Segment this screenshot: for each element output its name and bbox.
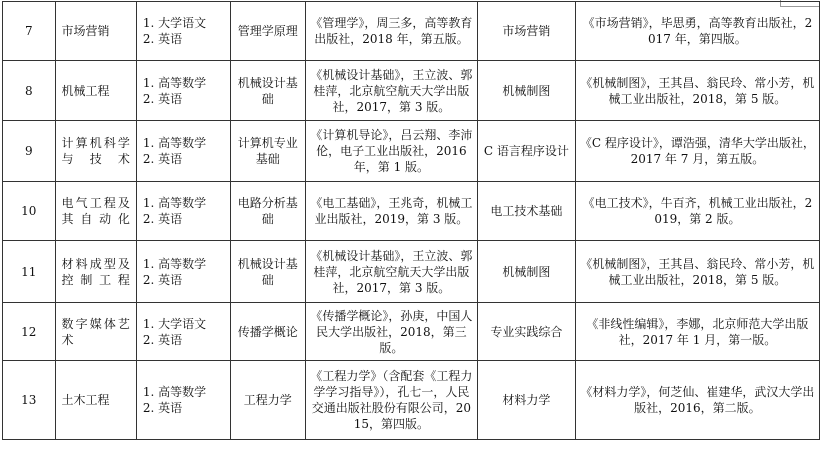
exam-subject-1: 1. 大学语文 [142, 16, 207, 30]
course-2: C 语言程序设计 [477, 121, 575, 182]
exam-subject-2: 2. 英语 [142, 152, 183, 166]
exam-subject-1: 1. 高等数学 [142, 136, 207, 150]
exam-subject-1: 1. 高等数学 [142, 196, 207, 210]
exam-subject-2: 2. 英语 [142, 212, 183, 226]
exam-subject-1: 1. 大学语文 [142, 316, 207, 331]
exam-subject-2: 2. 英语 [142, 91, 183, 106]
course-1: 电路分析基础 [230, 182, 305, 241]
exam-subjects [136, 303, 230, 361]
textbook-2: 《机械制图》，王其昌、翁民玲、常小芳，机械工业出版社，2018，第 5 版。 [575, 61, 819, 121]
textbook-1: 《机械设计基础》，王立波、郭桂萍，北京航空航天大学出版社，2017，第 3 版。 [305, 61, 477, 121]
exam-subject-1: 1. 高等数学 [142, 256, 207, 271]
exam-subjects [136, 182, 230, 241]
textbook-1: 《工程力学》（含配套《工程力学学习指导》），孔七一，人民交通出版社股份有限公司，2015，第四版。 [305, 361, 477, 440]
textbook-1: 《计算机导论》，吕云翔、李沛伦，电子工业出版社，2016 年，第 1 版。 [305, 121, 477, 182]
table-row [3, 121, 820, 182]
row-number: 10 [3, 182, 56, 241]
major-name: 土木工程 [55, 361, 136, 440]
table-row [3, 361, 820, 440]
textbook-2: 《机械制图》，王其昌、翁民玲、常小芳，机械工业出版社，2018，第 5 版。 [575, 241, 819, 303]
exam-course-table [2, 1, 820, 440]
textbook-1: 《管理学》，周三多，高等教育出版社，2018 年，第五版。 [305, 2, 477, 61]
textbook-2: 《C 程序设计》，谭浩强，清华大学出版社，2017 年 7 月，第五版。 [575, 121, 819, 182]
row-number: 12 [3, 303, 56, 361]
table-row [3, 61, 820, 121]
major-name: 机械工程 [55, 61, 136, 121]
course-2: 机械制图 [477, 61, 575, 121]
course-2: 电工技术基础 [477, 182, 575, 241]
course-2: 机械制图 [477, 241, 575, 303]
table-row [3, 303, 820, 361]
course-2: 材料力学 [477, 361, 575, 440]
table-body [3, 2, 820, 440]
textbook-2: 《材料力学》，何芝仙、崔建华，武汉大学出版社，2016，第二版。 [575, 361, 819, 440]
table-row [3, 182, 820, 241]
exam-subject-1: 1. 高等数学 [142, 75, 207, 90]
exam-subject-2: 2. 英语 [142, 272, 183, 287]
exam-subject-2: 2. 英语 [142, 401, 183, 415]
major-name: 电气工程及其自动化 [55, 182, 136, 241]
textbook-1: 《机械设计基础》，王立波、郭桂萍，北京航空航天大学出版社，2017，第 3 版。 [305, 241, 477, 303]
row-number: 8 [3, 61, 56, 121]
course-1: 计算机专业基础 [230, 121, 305, 182]
exam-subject-2: 2. 英语 [142, 332, 183, 347]
course-2: 专业实践综合 [477, 303, 575, 361]
textbook-2: 《非线性编辑》，李娜，北京师范大学出版社，2017 年 1 月，第一版。 [575, 303, 819, 361]
major-name: 材料成型及控制工程 [55, 241, 136, 303]
course-1: 工程力学 [230, 361, 305, 440]
exam-subjects [136, 61, 230, 121]
exam-subjects [136, 121, 230, 182]
exam-subjects [136, 241, 230, 303]
major-name: 计算机科学与技术 [55, 121, 136, 182]
course-1: 传播学概论 [230, 303, 305, 361]
textbook-2: 《电工技术》，牛百齐，机械工业出版社，2019，第 2 版。 [575, 182, 819, 241]
textbook-1: 《传播学概论》，孙庚，中国人民大学出版社，2018，第三版。 [305, 303, 477, 361]
major-name: 市场营销 [55, 2, 136, 61]
row-number: 7 [3, 2, 56, 61]
course-1: 机械设计基础 [230, 241, 305, 303]
major-name: 数字媒体艺术 [55, 303, 136, 361]
row-number: 13 [3, 361, 56, 440]
exam-subjects [136, 2, 230, 61]
row-number: 11 [3, 241, 56, 303]
textbook-2: 《市场营销》，毕思勇，高等教育出版社，2017 年，第四版。 [575, 2, 819, 61]
exam-subjects [136, 361, 230, 440]
table-row [3, 2, 820, 61]
exam-subject-1: 1. 高等数学 [142, 385, 207, 399]
table-row [3, 241, 820, 303]
course-1: 机械设计基础 [230, 61, 305, 121]
row-number: 9 [3, 121, 56, 182]
textbook-1: 《电工基础》，王兆奇，机械工业出版社，2019，第 3 版。 [305, 182, 477, 241]
course-1: 管理学原理 [230, 2, 305, 61]
course-2: 市场营销 [477, 2, 575, 61]
exam-subject-2: 2. 英语 [142, 32, 183, 46]
